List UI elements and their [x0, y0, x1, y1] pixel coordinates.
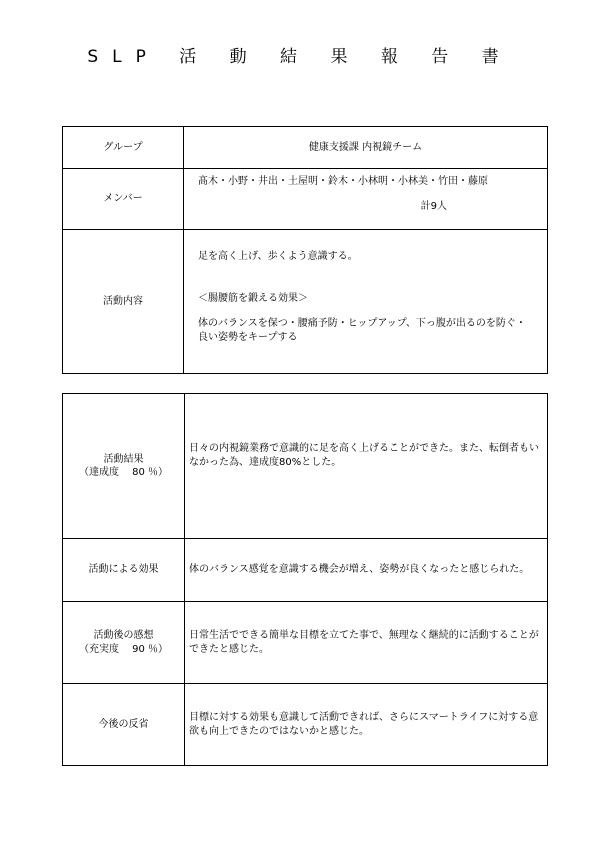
effect-label: 活動による効果 — [63, 539, 185, 602]
members-count: 計9人 — [420, 200, 447, 212]
members-row — [63, 169, 548, 230]
impression-text: 日常生活でできる簡単な目標を立てた事で、無理なく継続的に活動することができたと感じた。 — [185, 602, 548, 684]
activity-cell — [184, 230, 548, 374]
result-label-cell — [63, 394, 185, 539]
result-table — [62, 393, 548, 766]
document-title: SLP 活 動 結 果 報 告 書 — [87, 47, 513, 67]
members-names: 髙木・小野・井出・土屋明・鈴木・小林明・小林美・竹田・藤原 — [198, 176, 488, 187]
impression-row — [63, 602, 548, 684]
activity-line: 足を高く上げ、歩くよう意識する。 — [198, 251, 358, 262]
members-label: メンバー — [63, 169, 184, 230]
result-label: 活動結果 — [103, 453, 144, 465]
activity-effect-line2: 良い姿勢をキープする — [198, 331, 298, 343]
members-cell — [184, 169, 548, 230]
activity-heading: ＜腸腰筋を鍛える効果＞ — [198, 292, 308, 304]
group-value: 健康支援課 内視鏡チーム — [184, 127, 548, 169]
result-text: 日々の内視鏡業務で意識的に足を高く上げることができた。また、転倒者もいなかった為、達成度80%とした。 — [185, 394, 548, 539]
result-row — [63, 394, 548, 539]
reflection-text: 目標に対する効果も意識して活動できれば、さらにスマートライフに対する意欲も向上できたのではないかと感じた。 — [185, 684, 548, 766]
activity-label: 活動内容 — [63, 230, 184, 374]
impression-label: 活動後の感想 — [93, 630, 154, 641]
effect-row — [63, 539, 548, 602]
activity-row — [63, 230, 548, 374]
info-table — [62, 126, 548, 374]
activity-effect-line1: 体のバランスを保つ・腰痛予防・ヒップアップ、下っ腹が出るのを防ぐ・ — [198, 318, 526, 329]
effect-text: 体のバランス感覚を意識する機会が増え、姿勢が良くなったと感じられた。 — [185, 539, 548, 602]
group-row — [63, 127, 548, 169]
impression-label-cell — [63, 602, 185, 684]
achievement-rate: （達成度 80 ％） — [78, 467, 169, 478]
reflection-label: 今後の反省 — [63, 684, 185, 766]
fulfillment-rate: （充実度 90 ％） — [78, 643, 169, 655]
reflection-row — [63, 684, 548, 766]
group-label: グループ — [63, 127, 184, 169]
